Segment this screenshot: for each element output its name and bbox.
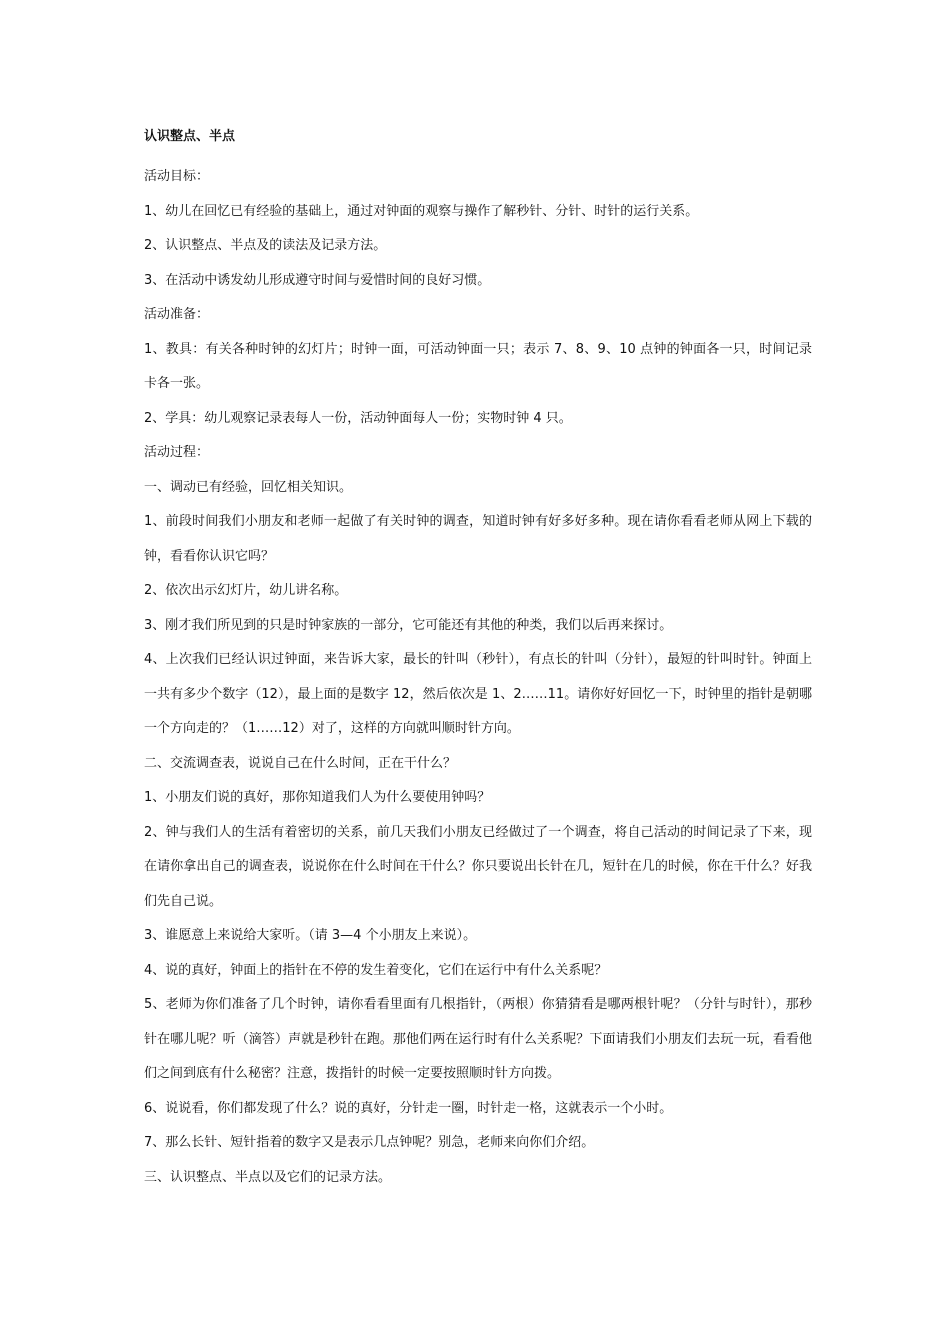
section-heading-3: 三、认识整点、半点以及它们的记录方法。 xyxy=(144,1169,392,1185)
paragraph: 6、说说看，你们都发现了什么？说的真好，分针走一圈，时针走一格，这就表示一个小时。 xyxy=(144,1100,673,1116)
paragraph: 3、谁愿意上来说给大家听。（请 3—4 个小朋友上来说）。 xyxy=(144,928,477,943)
paragraph: 1、幼儿在回忆已有经验的基础上，通过对钟面的观察与操作了解秒针、分针、时针的运行关系。 xyxy=(144,203,699,219)
section-label-process: 活动过程： xyxy=(144,445,210,460)
paragraph: 1、前段时间我们小朋友和老师一起做了有关时钟的调查，知道时钟有好多好多种。现在请你看看老师从网上下载的钟，看看你认识它吗？ xyxy=(144,514,812,564)
paragraph: 5、老师为你们准备了几个时钟，请你看看里面有几根指针，（两根）你猜猜看是哪两根针呢？（分针与时针），那秒针在哪儿呢？听（滴答）声就是秒针在跑。那他们两在运行时有什么关系呢？下面请我们小朋友们去玩一玩，看看他们之间到底有什么秘密？注意，拨指针的时候一定要按照顺时针方向拨。 xyxy=(144,997,812,1081)
paragraph: 7、那么长针、短针指着的数字又是表示几点钟呢？别急，老师来向你们介绍。 xyxy=(144,1135,595,1150)
paragraph: 2、认识整点、半点及的读法及记录方法。 xyxy=(144,238,387,253)
section-heading-1: 一、调动已有经验，回忆相关知识。 xyxy=(144,479,353,495)
document-page xyxy=(144,126,812,1195)
section-label-preparation: 活动准备： xyxy=(144,307,210,322)
paragraph: 2、学具：幼儿观察记录表每人一份，活动钟面每人一份；实物时钟 4 只。 xyxy=(144,410,572,426)
document-title: 认识整点、半点 xyxy=(144,129,236,144)
paragraph: 2、依次出示幻灯片，幼儿讲名称。 xyxy=(144,583,348,598)
paragraph: 3、在活动中诱发幼儿形成遵守时间与爱惜时间的良好习惯。 xyxy=(144,272,491,288)
section-heading-2: 二、交流调查表，说说自己在什么时间，正在干什么？ xyxy=(144,755,457,771)
paragraph: 4、上次我们已经认识过钟面，来告诉大家，最长的针叫（秒针），有点长的针叫（分针），最短的针叫时针。钟面上一共有多少个数字（12），最上面的是数字 12，然后依次是 1、2……11。请你好好回忆一下，时钟里的指针是朝哪一个方向走的？（1……12）对了，这样的方向就叫顺时针方向。 xyxy=(144,652,812,736)
paragraph: 1、小朋友们说的真好，那你知道我们人为什么要使用钟吗？ xyxy=(144,790,491,805)
paragraph: 4、说的真好，钟面上的指针在不停的发生着变化，它们在运行中有什么关系呢？ xyxy=(144,962,608,978)
paragraph: 3、刚才我们所见到的只是时钟家族的一部分，它可能还有其他的种类，我们以后再来探讨。 xyxy=(144,617,673,633)
paragraph: 2、钟与我们人的生活有着密切的关系，前几天我们小朋友已经做过了一个调查，将自己活动的时间记录了下来，现在请你拿出自己的调查表，说说你在什么时间在干什么？你只要说出长针在几，短针在几的时候，你在干什么？好我们先自己说。 xyxy=(144,824,812,909)
paragraph: 1、教具：有关各种时钟的幻灯片；时钟一面，可活动钟面一只；表示 7、8、9、10 点钟的钟面各一只，时间记录卡各一张。 xyxy=(144,341,812,391)
section-label-goals: 活动目标： xyxy=(144,169,210,184)
